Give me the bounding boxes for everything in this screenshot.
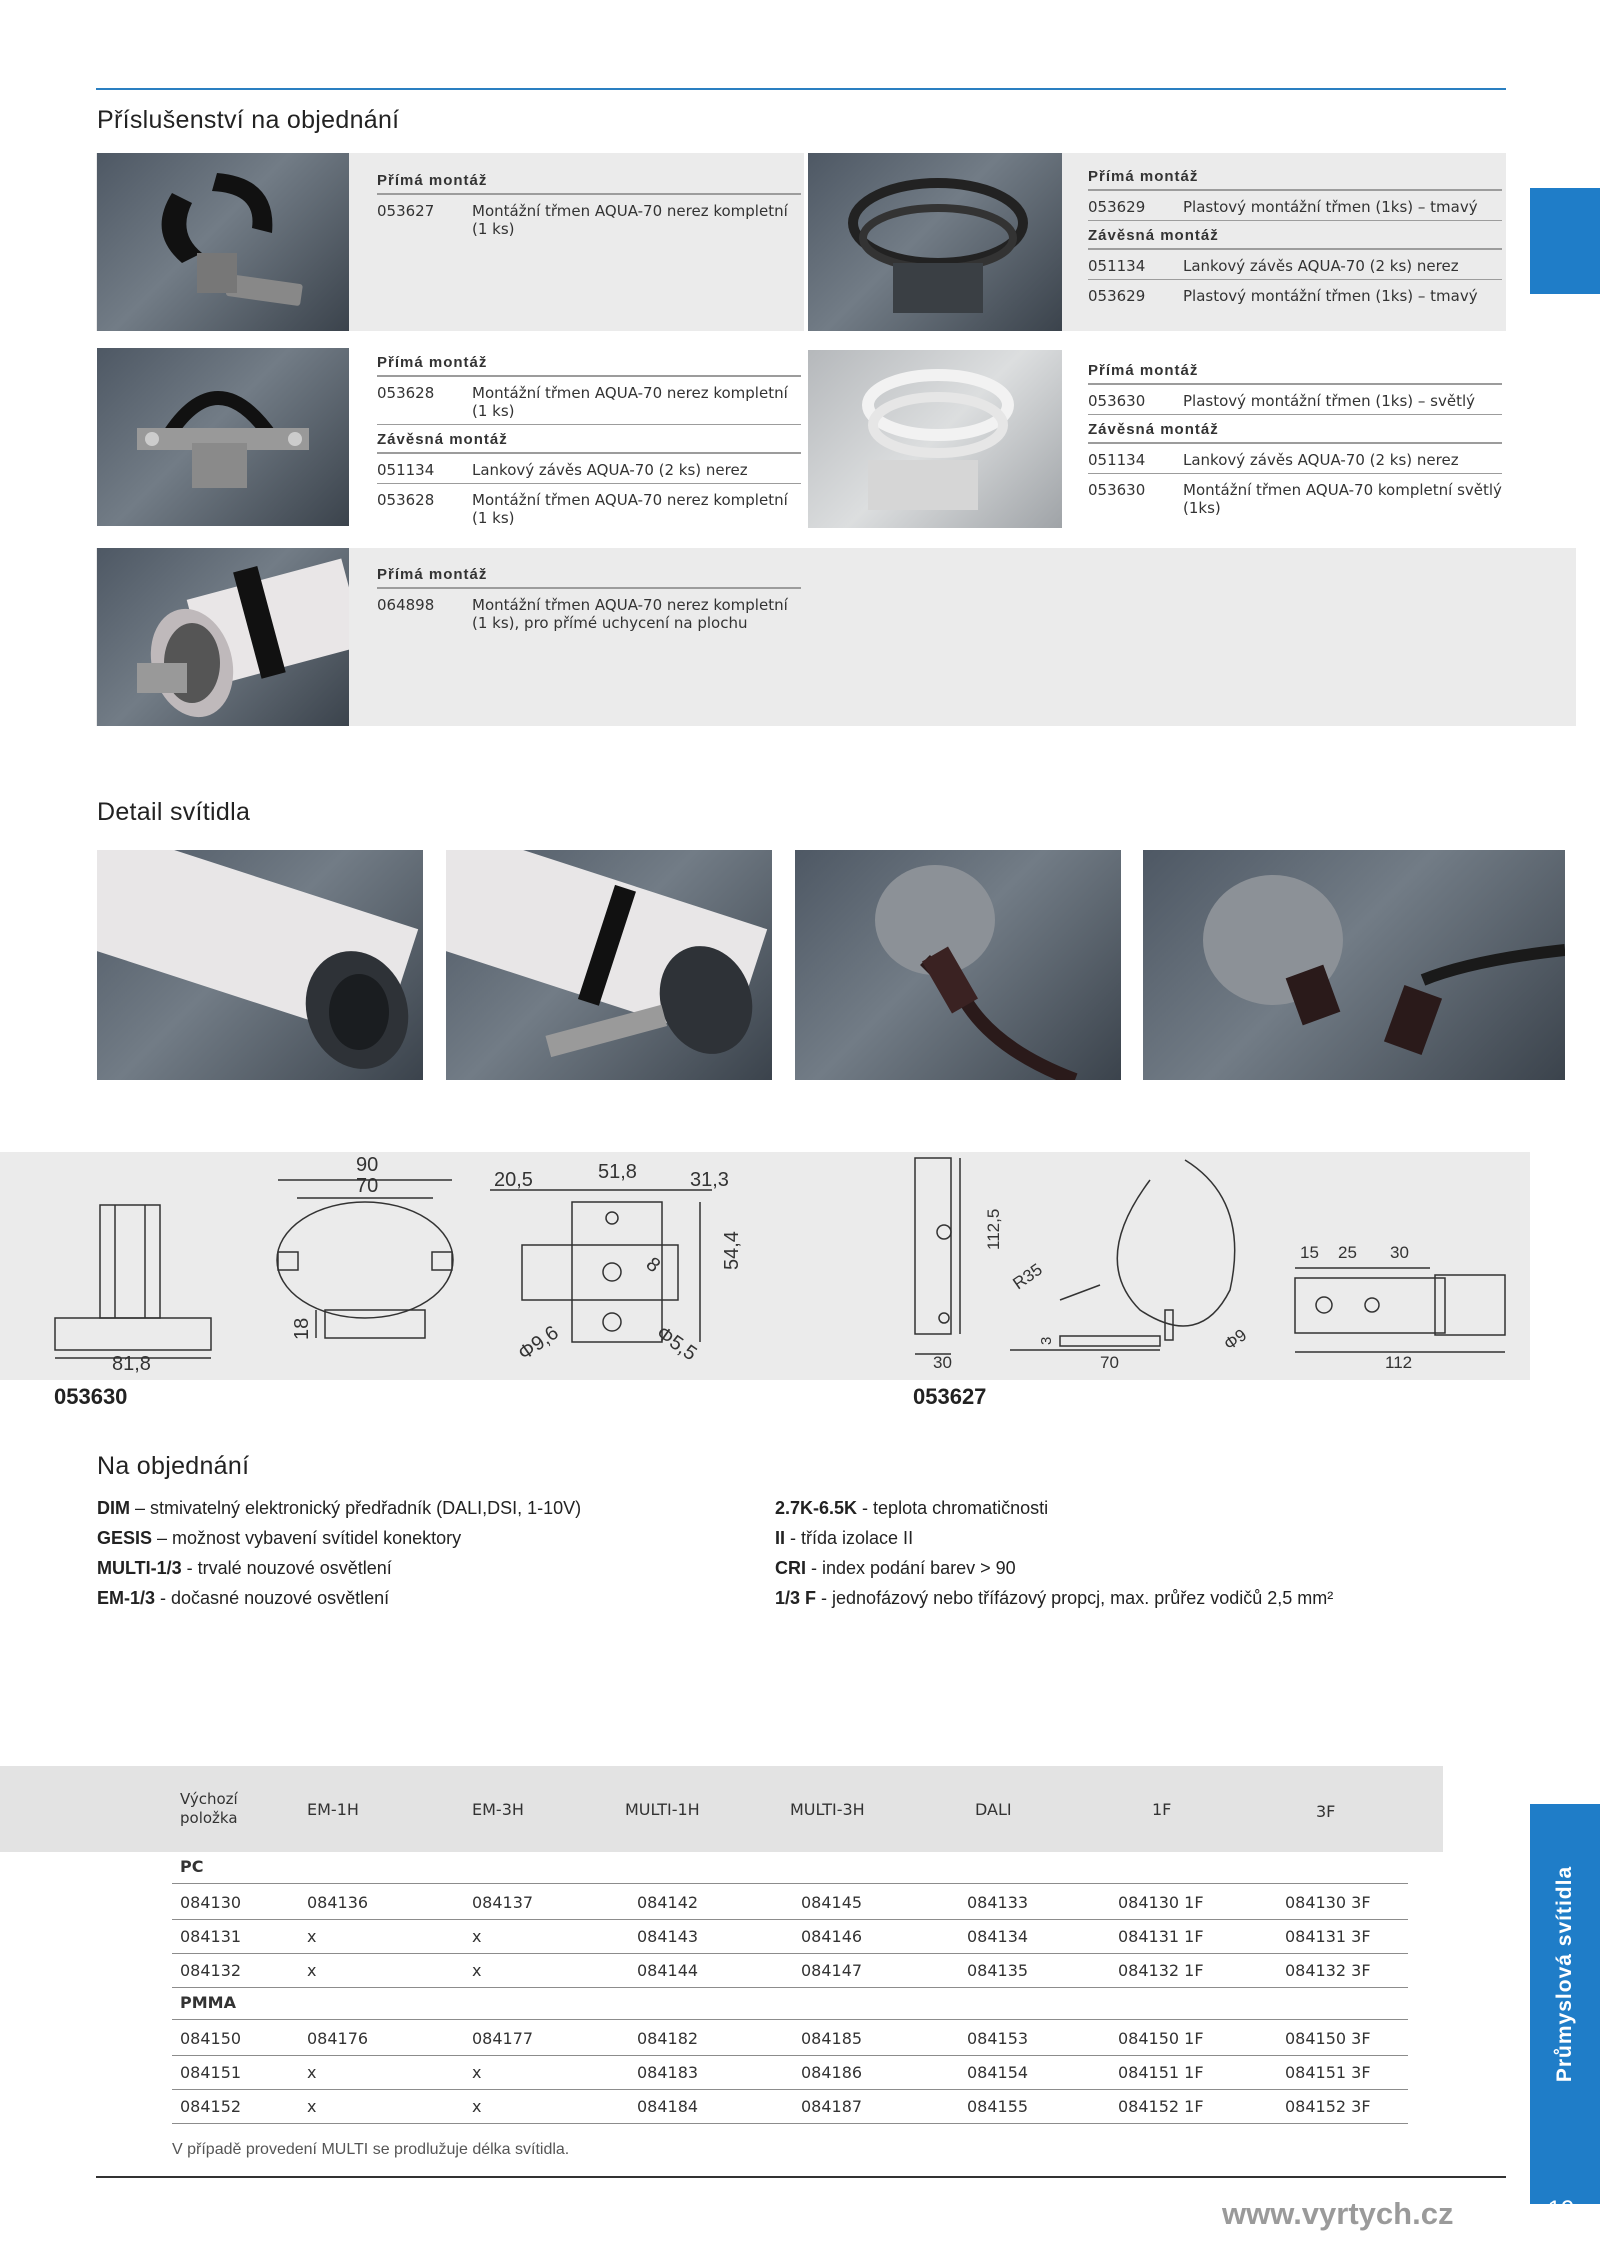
table-cell: 084155 — [967, 2097, 1029, 2116]
product-code: 053628 — [377, 384, 435, 402]
section-direct: Přímá montáž — [377, 170, 801, 195]
order-title: Na objednání — [97, 1452, 250, 1480]
section-direct: Přímá montáž — [1088, 166, 1502, 191]
section-suspended: Závěsná montáž — [377, 429, 801, 454]
table-cell: 084142 — [637, 1893, 699, 1912]
detail-photo-4 — [1143, 850, 1565, 1080]
accessory-photo-3 — [97, 348, 349, 526]
table-cell: 084144 — [637, 1961, 699, 1980]
product-desc: Montážní třmen AQUA-70 nerez kompletní (1 ks), pro přímé uchycení na plochu — [472, 596, 788, 632]
column-header: MULTI-1H — [625, 1800, 700, 1819]
column-header: 1F — [1152, 1800, 1172, 1819]
accessory-text-4 — [1088, 360, 1502, 525]
table-cell: x — [472, 2097, 482, 2116]
dim-d3-a: 20,5 — [494, 1169, 533, 1191]
legend-item: CRI - index podání barev > 90 — [775, 1558, 1016, 1578]
group-label: PC — [180, 1857, 204, 1876]
legend-item: GESIS – možnost vybavení svítidel konektory — [97, 1528, 462, 1548]
table-cell: 084150 — [180, 2029, 242, 2048]
table-cell: 084185 — [801, 2029, 863, 2048]
table-cell: 084134 — [967, 1927, 1029, 1946]
table-cell: 084154 — [967, 2063, 1029, 2082]
detail-photo-2 — [446, 850, 772, 1080]
table-cell: 084135 — [967, 1961, 1029, 1980]
product-code: 051134 — [1088, 257, 1146, 275]
column-header: DALI — [975, 1800, 1012, 1819]
page-number: 19 — [1547, 2196, 1575, 2223]
side-label: Průmyslová svítidla — [1553, 1865, 1576, 2083]
dim-d2-h: 18 — [291, 1317, 313, 1340]
dim-d6-a: 15 — [1300, 1243, 1319, 1262]
table-cell: 084132 — [180, 1961, 242, 1980]
table-cell: 084145 — [801, 1893, 863, 1912]
table-cell: 084151 — [180, 2063, 242, 2082]
section-direct: Přímá montáž — [1088, 360, 1502, 385]
product-desc: Montážní třmen AQUA-70 kompletní světlý (1ks) — [1183, 481, 1502, 517]
table-cell: 084132 3F — [1285, 1961, 1371, 1980]
product-code: 051134 — [1088, 451, 1146, 469]
dim-d1-w: 81,8 — [112, 1353, 151, 1375]
section-suspended: Závěsná montáž — [1088, 225, 1502, 250]
detail-photo-3 — [795, 850, 1121, 1080]
accessory-photo-2 — [808, 153, 1062, 331]
product-desc: Plastový montážní třmen (1ks) – tmavý — [1183, 198, 1478, 216]
legend-item: 1/3 F - jednofázový nebo třífázový propcj, max. průřez vodičů 2,5 mm² — [775, 1588, 1334, 1608]
product-desc: Montážní třmen AQUA-70 nerez kompletní (1 ks) — [472, 491, 788, 527]
table-cell: 084130 3F — [1285, 1893, 1371, 1912]
table-row-rule — [172, 1919, 1408, 1920]
accessory-photo-1 — [97, 153, 349, 331]
table-cell: 084183 — [637, 2063, 699, 2082]
column-header: Výchozí položka — [180, 1790, 238, 1827]
product-code: 053629 — [1088, 198, 1146, 216]
product-code: 053630 — [1088, 481, 1146, 499]
legend-item: MULTI-1/3 - trvalé nouzové osvětlení — [97, 1558, 392, 1578]
dim-d2-inner: 70 — [356, 1175, 379, 1197]
side-tab-top — [1530, 188, 1600, 294]
table-cell: 084147 — [801, 1961, 863, 1980]
table-cell: 084131 3F — [1285, 1927, 1371, 1946]
table-cell: x — [472, 1927, 482, 1946]
dim-d3-d2: Φ5,5 — [652, 1322, 701, 1366]
dim-d3-hole: 8 — [641, 1253, 665, 1278]
table-row-rule — [172, 2055, 1408, 2056]
table-cell: 084151 3F — [1285, 2063, 1371, 2082]
table-note: V případě provedení MULTI se prodlužuje délka svítidla. — [172, 2141, 570, 2158]
technical-drawings — [0, 1140, 1530, 1380]
accessories-title: Příslušenství na objednání — [97, 106, 400, 134]
accessory-photo-5 — [97, 548, 349, 726]
website[interactable]: www.vyrtych.cz — [1222, 2196, 1454, 2231]
legend-item: DIM – stmivatelný elektronický předřadník (DALI,DSI, 1-10V) — [97, 1498, 582, 1518]
dim-d5-r: R35 — [1009, 1259, 1046, 1294]
table-row-rule — [172, 2123, 1408, 2124]
drawing-code-left: 053630 — [54, 1384, 128, 1409]
table-cell: x — [307, 1927, 317, 1946]
table-cell: 084187 — [801, 2097, 863, 2116]
dim-d6-b: 25 — [1338, 1243, 1357, 1262]
product-code: 053628 — [377, 491, 435, 509]
dim-d6-c: 30 — [1390, 1243, 1409, 1262]
legend-item: 2.7K-6.5K - teplota chromatičnosti — [775, 1498, 1049, 1518]
table-cell: 084153 — [967, 2029, 1029, 2048]
legend-left — [97, 1493, 737, 1613]
table-cell: 084131 1F — [1118, 1927, 1204, 1946]
product-desc: Lankový závěs AQUA-70 (2 ks) nerez — [472, 461, 748, 479]
table-cell: 084152 3F — [1285, 2097, 1371, 2116]
table-cell: 084136 — [307, 1893, 369, 1912]
table-row-rule — [172, 1987, 1408, 1988]
table-cell: 084130 1F — [1118, 1893, 1204, 1912]
legend-item: II - třída izolace II — [775, 1528, 914, 1548]
table-cell: 084137 — [472, 1893, 534, 1912]
product-code: 051134 — [377, 461, 435, 479]
product-code: 053630 — [1088, 392, 1146, 410]
legend-item: EM-1/3 - dočasné nouzové osvětlení — [97, 1588, 390, 1608]
column-header: EM-1H — [307, 1800, 359, 1819]
table-row-rule — [172, 2089, 1408, 2090]
product-desc: Lankový závěs AQUA-70 (2 ks) nerez — [1183, 451, 1459, 469]
dim-d5-t: 3 — [1038, 1336, 1055, 1345]
section-direct: Přímá montáž — [377, 564, 801, 589]
product-code: 064898 — [377, 596, 435, 614]
drawing-code-right: 053627 — [913, 1384, 987, 1409]
section-suspended: Závěsná montáž — [1088, 419, 1502, 444]
table-cell: 084133 — [967, 1893, 1029, 1912]
table-cell: x — [307, 2063, 317, 2082]
dim-d6-d: Φ9 — [1220, 1325, 1251, 1355]
section-direct: Přímá montáž — [377, 352, 801, 377]
table-cell: 084131 — [180, 1927, 242, 1946]
legend-right — [775, 1493, 1515, 1613]
table-cell: x — [472, 1961, 482, 1980]
product-desc: Montážní třmen AQUA-70 nerez kompletní (1 ks) — [472, 384, 788, 420]
table-cell: 084132 1F — [1118, 1961, 1204, 1980]
table-cell: 084150 3F — [1285, 2029, 1371, 2048]
column-header: EM-3H — [472, 1800, 524, 1819]
product-desc: Lankový závěs AQUA-70 (2 ks) nerez — [1183, 257, 1459, 275]
detail-title: Detail svítidla — [97, 798, 251, 826]
group-label: PMMA — [180, 1993, 236, 2012]
table-cell: 084151 1F — [1118, 2063, 1204, 2082]
table-cell: 084176 — [307, 2029, 369, 2048]
table-cell: 084152 — [180, 2097, 242, 2116]
table-cell: 084150 1F — [1118, 2029, 1204, 2048]
top-rule — [96, 88, 1506, 90]
accessory-text-3 — [377, 352, 801, 535]
dim-d3-h: 54,4 — [721, 1231, 743, 1270]
table-cell: 084184 — [637, 2097, 699, 2116]
accessory-text-1 — [377, 170, 801, 246]
bottom-rule — [96, 2176, 1506, 2178]
table-cell: 084182 — [637, 2029, 699, 2048]
table-row-rule — [172, 1953, 1408, 1954]
table-cell: x — [472, 2063, 482, 2082]
dim-d4-w: 30 — [933, 1353, 952, 1372]
table-cell: 084143 — [637, 1927, 699, 1946]
accessory-text-5 — [377, 564, 801, 640]
accessory-photo-4 — [808, 350, 1062, 528]
detail-photo-1 — [97, 850, 423, 1080]
dim-d3-c: 31,3 — [690, 1169, 729, 1191]
table-cell: 084146 — [801, 1927, 863, 1946]
column-header: MULTI-3H — [790, 1800, 865, 1819]
table-cell: 084177 — [472, 2029, 534, 2048]
product-desc: Plastový montážní třmen (1ks) – světlý — [1183, 392, 1476, 410]
dim-d5-w: 70 — [1100, 1353, 1119, 1372]
table-header-band — [0, 1766, 1443, 1852]
dim-d4-h: 112,5 — [984, 1208, 1003, 1250]
product-code: 053627 — [377, 202, 435, 220]
table-cell: 084130 — [180, 1893, 242, 1912]
product-code: 053629 — [1088, 287, 1146, 305]
table-cell: 084186 — [801, 2063, 863, 2082]
product-desc: Montážní třmen AQUA-70 nerez kompletní (1 ks) — [472, 202, 788, 238]
accessory-text-2 — [1088, 166, 1502, 313]
table-cell: x — [307, 1961, 317, 1980]
table-cell: x — [307, 2097, 317, 2116]
dim-d3-b: 51,8 — [598, 1161, 637, 1183]
dim-d3-d1: Φ9,6 — [514, 1321, 563, 1365]
side-label-box — [1530, 1804, 1600, 2144]
dim-d2-outer: 90 — [356, 1154, 379, 1176]
table-cell: 084152 1F — [1118, 2097, 1204, 2116]
dim-d6-w: 112 — [1385, 1353, 1413, 1372]
column-header: 3F — [1316, 1802, 1336, 1821]
product-desc: Plastový montážní třmen (1ks) – tmavý — [1183, 287, 1478, 305]
